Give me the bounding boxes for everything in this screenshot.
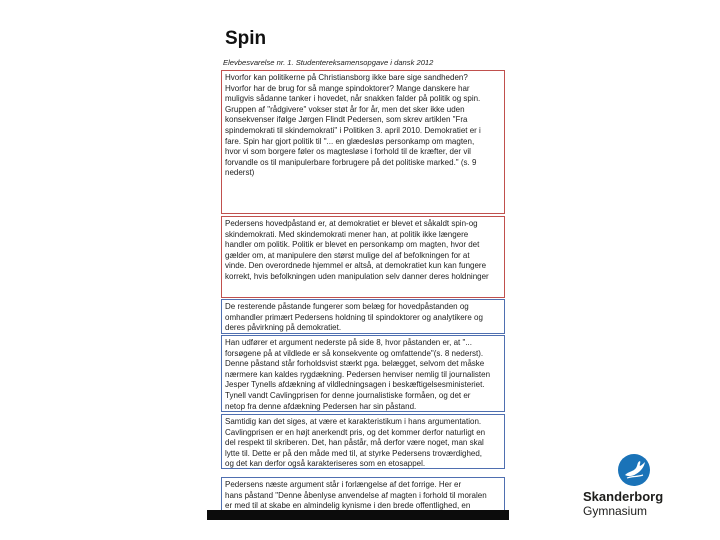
text-line: hvor vi som borgere føler os magtesløse i forhold til de kræfter, der vil [225,147,471,157]
logo-name: Skanderborg [583,489,664,504]
text-line: gælder om, at manipulere den størst mulige del af befolkningen for at [225,250,470,260]
text-box-intro [221,70,505,214]
text-line: fare. Spin har gjort politik til "... en glædesløs personkamp om magten, [225,136,475,146]
text-line: Gruppen af "rådgivere" vokser støt år for år, men det sker ikke uden [225,104,465,114]
text-line: omhandler primært Pedersens holdning til spindoktorer og analytikere og [225,312,483,322]
text-line: lytte til. Dette er på den måde med til, at styrke Pedersens troværdighed, [225,448,483,458]
box-text [225,338,501,412]
text-line: nederst) [225,168,255,178]
text-line: Hvorfor har de brug for så mange spindoktorer? Mange danskere har [225,83,470,93]
text-line: Jesper Tynells afdækning af vildledningsagen i beskæftigelsesministeriet. [225,380,485,390]
text-line: spindemokrati til skindemokrati" i Politiken 3. april 2010. Demokratiet er i [225,125,481,135]
document-page [207,26,509,520]
document-subtitle: Elevbesvarelse nr. 1. Studentereksamensopgave i dansk 2012 [223,58,434,67]
text-line: Tynell vandt Cavlingprisen for denne journalistiske formåen, og det er [225,390,471,400]
text-line: Pedersens hovedpåstand er, at demokratiet er blevet et såkaldt spin-og [225,219,478,228]
box-text [225,73,501,179]
text-line: Cavlingprisen er en højt anerkendt pris, og det kommer derfor naturligt en [225,427,486,437]
text-line: handler om politik. Politik er blevet en personkamp om magten, hvor det [225,240,480,250]
text-line: nærmere kan kaldes rygdækning. Pedersen henviser nemlig til journalisten [225,369,491,379]
text-line: De resterende påstande fungerer som belæg for hovedpåstanden og [225,302,469,311]
text-line: konsekvenser ifølge Jørgen Flindt Pedersen, som skrev artiklen "Fra [225,115,468,125]
document-title: Spin [225,28,267,49]
text-line: er med til at skabe en almindelig kynisme i den brede offentlighed, en [225,501,471,511]
text-line: Hvorfor kan politikerne på Christiansborg ikke bare sige sandheden? [225,73,468,82]
text-line: vinde. Den overordnede hjemmel er altså, at demokratiet kun kan fungere [225,261,487,271]
box-text [225,480,501,512]
text-line: og det kan derfor også karakteriseres som en etosappel. [225,459,426,469]
text-line: deres påvirkning på demokratiet. [225,323,342,333]
text-box-ethos [221,414,505,469]
swan-icon [617,453,651,487]
bottom-bar [207,510,509,520]
text-box-argument-1 [221,335,505,412]
text-line: skindemokrati. Med skindemokrati mener han, at politik ikke længere [225,229,469,239]
text-line: muligvis sådanne tanker i hovedet, når snakken falder på politik og spin. [225,94,481,104]
box-text [225,302,501,334]
text-line: Han udfører et argument nederste på side 8, hvor påstanden er, at "... [225,338,472,347]
logo-subtitle: Gymnasium [583,504,648,518]
text-line: forvandle os til manipulerbare forbrugere på det politiske marked." (s. 9 [225,157,477,167]
text-line: hans påstand "Denne åbenlyse anvendelse af magten i forhold til moralen [225,490,487,500]
text-line: korrekt, hvis befolkningen uden manipulation selv danner deres holdninger [225,271,489,281]
text-box-claims [221,299,505,334]
text-line: Pedersens næste argument står i forlængelse af det forrige. Her er [225,480,462,489]
text-box-main-claim [221,216,505,298]
text-line: Samtidig kan det siges, at være et karakteristikum i hans argumentation. [225,417,482,426]
school-logo [580,450,690,520]
text-line: Denne påstand står forholdsvist stærkt pga. belægget, selvom det måske [225,359,485,369]
box-text [225,219,501,283]
box-text [225,417,501,469]
text-line: netop fra denne afdækning Pedersen har sin påstand. [225,401,417,411]
text-line: forsøgene på at vildlede er så konsekvente og omfattende"(s. 8 nederst). [225,348,484,358]
text-line: del respekt til skriberen. Det, han påstår, må derfor være noget, man skal [225,438,484,448]
